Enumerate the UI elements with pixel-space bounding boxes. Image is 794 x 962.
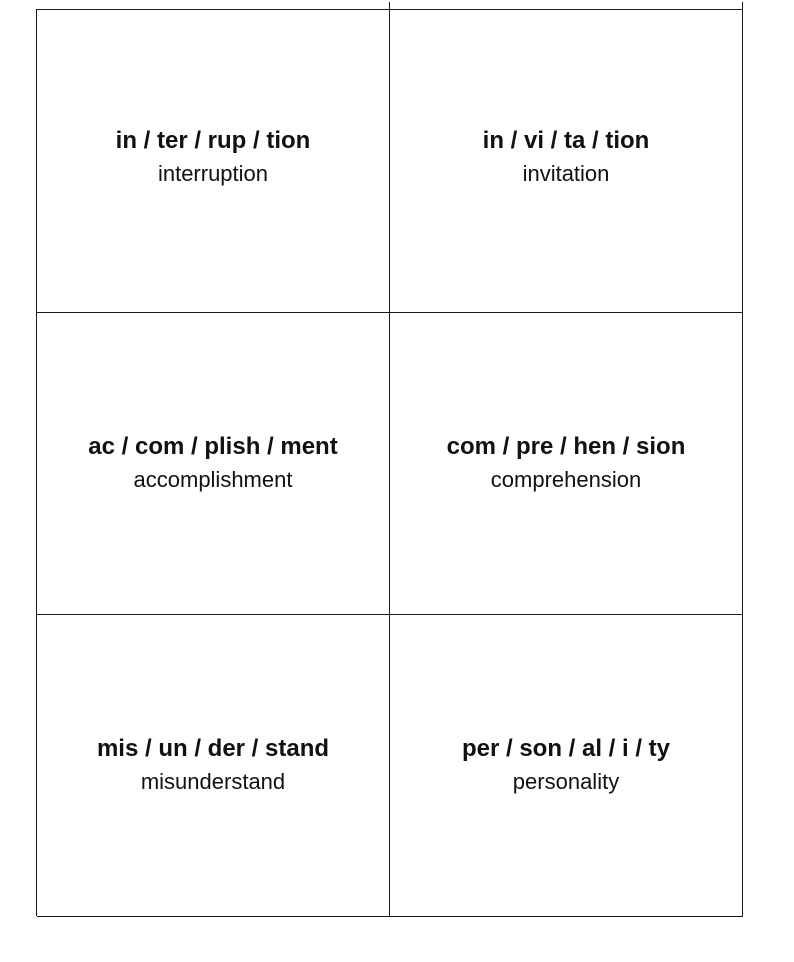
flashcard — [37, 615, 390, 917]
whole-word: comprehension — [490, 467, 642, 492]
whole-word: interruption — [157, 160, 269, 186]
syllable-breakdown: mis / un / der / stand — [96, 735, 330, 762]
flashcard — [37, 2, 390, 313]
syllable-breakdown: com / pre / hen / sion — [446, 433, 686, 460]
whole-word: misunderstand — [140, 769, 286, 794]
whole-word: personality — [512, 769, 620, 794]
syllable-breakdown: in / ter / rup / tion — [115, 126, 311, 154]
syllable-breakdown: per / son / al / i / ty — [461, 735, 671, 762]
flashcard — [390, 2, 743, 313]
flashcard — [390, 615, 743, 917]
flashcard — [37, 313, 390, 615]
flashcard — [390, 313, 743, 615]
flashcard-grid — [36, 9, 742, 916]
syllable-breakdown: ac / com / plish / ment — [88, 433, 338, 460]
whole-word: invitation — [522, 160, 610, 186]
whole-word: accomplishment — [133, 467, 293, 492]
syllable-breakdown: in / vi / ta / tion — [482, 126, 650, 154]
